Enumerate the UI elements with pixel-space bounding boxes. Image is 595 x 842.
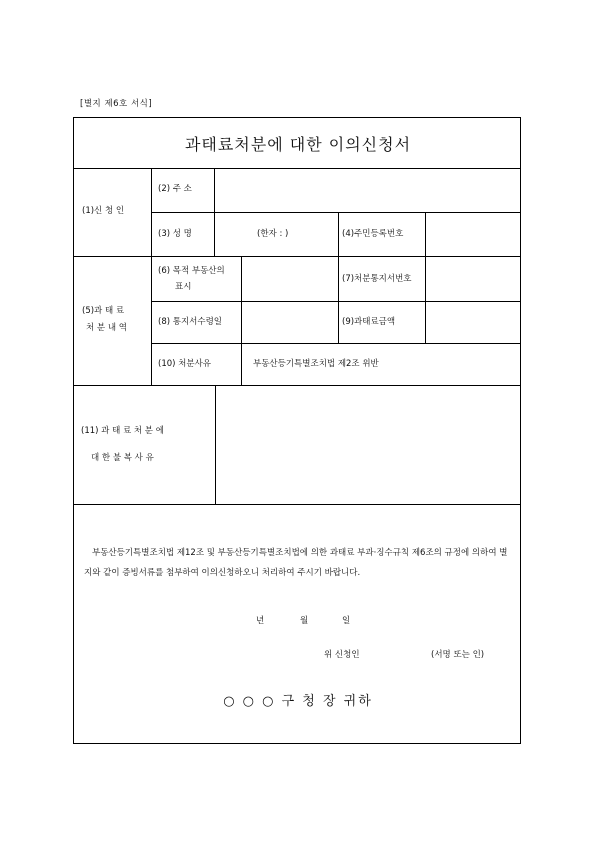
objection-form: [73, 117, 521, 744]
statement-text: 부동산등기특별조치법 제12조 및 부동산등기특별조치법에 의한 과태료 부과·징수규칙 제6조의 규정에 의하여 별지와 같이 증빙서류를 첨부하여 이의신청하오니 처리하여 주시기 바랍니다.: [84, 548, 508, 578]
date-month-label: 월: [300, 616, 309, 626]
date-day-label: 일: [342, 616, 351, 626]
rrn-label: (4)주민등록번호: [342, 229, 404, 239]
applicant-section-label: (1)신 청 인: [82, 206, 125, 216]
divider-applicant-end: [74, 256, 520, 257]
divider-applicant-mid: [151, 212, 520, 213]
form-title: 과태료처분에 대한 이의신청서: [184, 135, 412, 154]
name-label: (3) 성 명: [158, 229, 192, 239]
property-label-1: (6) 목적 부동산의: [158, 266, 225, 276]
addressee: ○ ○ ○ 구 청 장 귀하: [223, 694, 373, 709]
applicant-signature-label: 위 신청인: [324, 650, 360, 660]
divider-penalty-row1: [151, 301, 520, 302]
form-caption: [별지 제6호 서식]: [80, 99, 153, 109]
penalty-section-label-2: 처 분 내 역: [86, 323, 127, 333]
divider-objection-label: [215, 385, 216, 504]
divider-applicant-label: [214, 168, 215, 256]
divider-name-rrn: [338, 212, 339, 256]
penalty-section-label-1: (5)과 태 료: [82, 306, 125, 316]
reason-label: (10) 처분사유: [158, 359, 211, 369]
divider-penalty-mid: [338, 256, 339, 343]
divider-section-label: [151, 168, 152, 385]
divider-penalty-end: [74, 385, 520, 386]
divider-penalty-label: [241, 256, 242, 385]
receipt-date-label: (8) 통지서수령일: [158, 317, 223, 327]
divider-title: [74, 168, 520, 169]
divider-rrn-value: [425, 212, 426, 256]
amount-label: (9)과태료금액: [342, 317, 396, 327]
seal-label: (서명 또는 인): [431, 650, 485, 660]
reason-value: 부동산등기특별조치법 제2조 위반: [253, 359, 379, 369]
date-year-label: 년: [256, 616, 265, 626]
divider-penalty-value: [425, 256, 426, 343]
divider-penalty-row2: [151, 343, 520, 344]
objection-label-2: 대 한 불 복 사 유: [91, 453, 154, 463]
divider-objection-end: [74, 504, 520, 505]
address-label: (2) 주 소: [158, 184, 192, 194]
objection-label-1: (11) 과 태 료 처 분 에: [81, 426, 164, 436]
property-label-2: 표시: [175, 282, 192, 292]
notice-number-label: (7)처분통지서번호: [342, 274, 412, 284]
hanja-label: (한자 : ): [257, 229, 289, 239]
